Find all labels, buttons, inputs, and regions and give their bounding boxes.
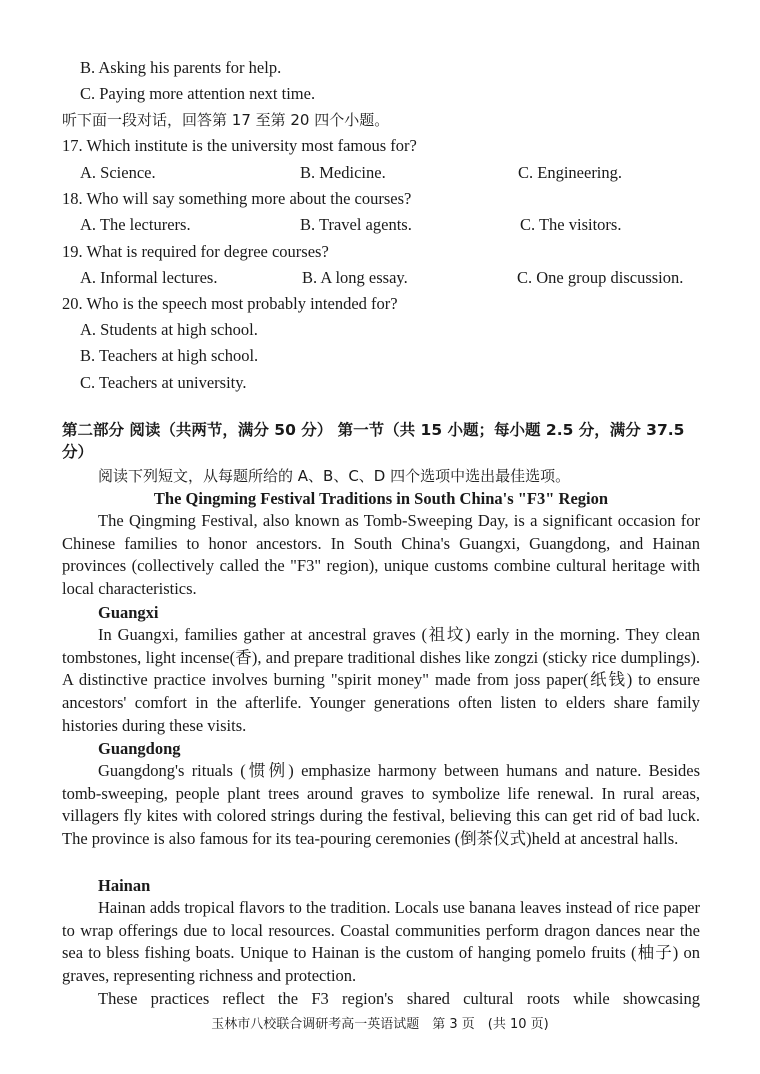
prev-option-b: B. Asking his parents for help. xyxy=(80,58,282,77)
prev-option-c: C. Paying more attention next time. xyxy=(80,84,316,103)
option-b: B. Teachers at high school. xyxy=(80,346,259,365)
section-heading-guangdong: Guangdong xyxy=(98,739,181,758)
option-b: B. Travel agents. xyxy=(300,215,412,234)
listening-instruction: 听下面一段对话，回答第 17 至第 20 四个小题。 xyxy=(62,111,390,129)
intro-paragraph: The Qingming Festival, also known as Tomb-Sweeping Day, is a significant occasion for Chinese families to honor ancestors. In South China's Guangxi, Guangdong, and Hainan provinces (collectively called the "F3" region), unique customs combine cultural heritage with local characteristics. xyxy=(62,511,700,599)
page-footer: 玉林市八校联合调研考高一英语试题 第 3 页 (共 10 页) xyxy=(211,1017,549,1032)
section-heading: 第二部分 阅读（共两节，满分 50 分） 第一节（共 15 小题；每小题 2.5 分，满分 37.5 分） xyxy=(62,421,685,461)
question-stem: 19. What is required for degree courses? xyxy=(62,242,329,261)
passage-title: The Qingming Festival Traditions in South China's "F3" Region xyxy=(153,489,609,508)
question-stem: 18. Who will say something more about the courses? xyxy=(62,189,412,208)
option-c: C. One group discussion. xyxy=(517,268,684,287)
option-c: C. Engineering. xyxy=(518,163,623,182)
question-stem: 17. Which institute is the university most famous for? xyxy=(62,136,417,155)
option-c: C. The visitors. xyxy=(520,215,622,234)
option-b: B. A long essay. xyxy=(302,268,408,287)
guangxi-paragraph: In Guangxi, families gather at ancestral graves (祖坟) early in the morning. They clean tombstones, light incense(香), and prepare traditional dishes like zongzi (sticky rice dumplings). A distinctive practice involves burning "spirit money" made from joss paper(纸钱) to ensure ancestors' comfort in the afterlife. Younger generations often listen to elders share family histories during these visits. xyxy=(62,625,700,735)
option-a: A. Science. xyxy=(80,163,156,182)
option-a: A. Students at high school. xyxy=(80,320,258,339)
hainan-paragraph: Hainan adds tropical flavors to the tradition. Locals use banana leaves instead of rice paper to wrap offerings due to local resources. Coastal communities perform dragon dances near the sea to bless fishing boats. Unique to Hainan is the custom of hanging pomelo fruits (柚子) on graves, representing richness and protection. xyxy=(62,898,700,986)
question-stem: 20. Who is the speech most probably intended for? xyxy=(62,294,398,313)
section-heading-hainan: Hainan xyxy=(98,876,151,895)
reading-instruction: 阅读下列短文，从每题所给的 A、B、C、D 四个选项中选出最佳选项。 xyxy=(98,467,571,485)
option-c: C. Teachers at university. xyxy=(80,373,247,392)
option-a: A. Informal lectures. xyxy=(80,268,218,287)
section-heading-guangxi: Guangxi xyxy=(98,603,159,622)
option-a: A. The lecturers. xyxy=(80,215,191,234)
closing-paragraph: These practices reflect the F3 region's shared cultural roots while showcasing xyxy=(98,989,700,1008)
option-b: B. Medicine. xyxy=(300,163,386,182)
guangdong-paragraph: Guangdong's rituals (惯例) emphasize harmony between humans and nature. Besides tomb-sweeping, people plant trees around graves to symbolize life renewal. In rural areas, villagers fly kites with colored strings during the festival, believing this can get rid of bad luck. The province is also famous for its tea-pouring ceremonies (倒茶仪式)held at ancestral halls. xyxy=(62,761,700,849)
